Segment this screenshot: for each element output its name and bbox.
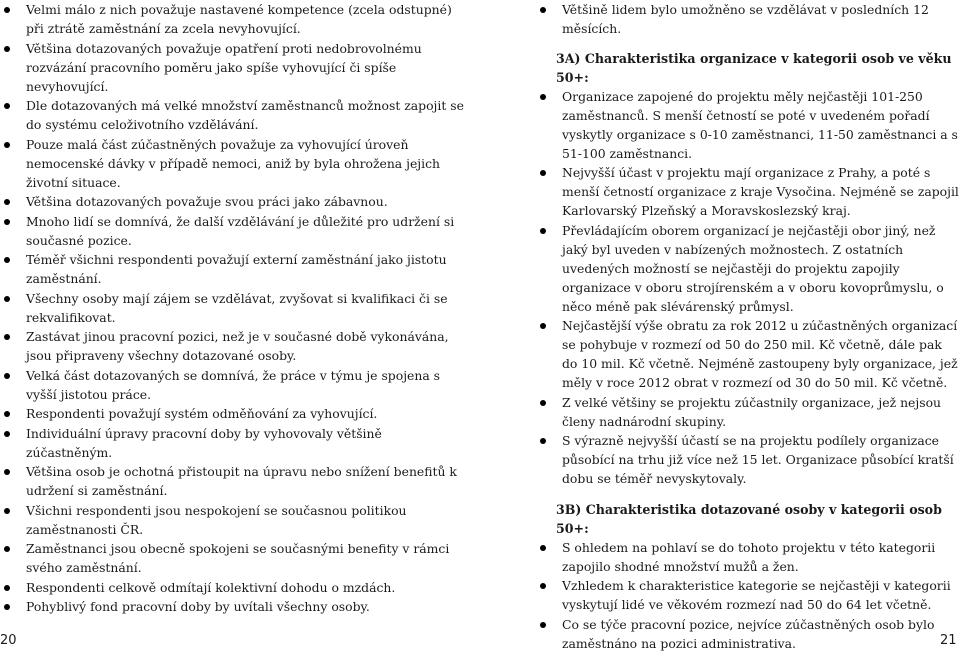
list-item: Co se týče pracovní pozice, nejvíce zúčastněných osob bylo zaměstnáno na pozici administrativa. — [536, 615, 960, 653]
list-item: Individuální úpravy pracovní doby by vyhovovaly většině zúčastněným. — [0, 424, 470, 462]
section-3a-heading: 3A) Charakteristika organizace v kategorii osob ve věku 50+: — [556, 50, 952, 85]
list-item: Organizace zapojené do projektu měly nejčastěji 101-250 zaměstnanců. S menší četností se poté v uvedeném pořadí vyskytly organizace s 0-10 zaměstnanci, 11-50 zaměstnanci a s 51-100 zaměstnanci. — [536, 87, 960, 163]
left-bullet-list — [0, 0, 470, 616]
list-item: Z velké většiny se projektu zúčastnily organizace, jež nejsou členy nadnárodní skupiny. — [536, 393, 960, 431]
left-page-column — [0, 0, 470, 617]
list-item: Nejčastější výše obratu za rok 2012 u zúčastněných organizací se pohybuje v rozmezí od 50 do 250 mil. Kč včetně, dále pak do 10 mil. Kč včetně. Nejméně zastoupeny byly organizace, jež měly v roce 2012 obrat v rozmezí od 30 do 50 mil. Kč včetně. — [536, 316, 960, 392]
page-number-right: 21 — [940, 633, 957, 648]
right-top-list — [536, 0, 960, 38]
list-item: Téměř všichni respondenti považují externí zaměstnání jako jistotu zaměstnání. — [0, 250, 470, 288]
list-item: Většina dotazovaných považuje svou práci jako zábavnou. — [0, 192, 470, 211]
list-item: S ohledem na pohlaví se do tohoto projektu v této kategorii zapojilo shodné množství mužů a žen. — [536, 538, 960, 576]
list-item: Všichni respondenti jsou nespokojení se současnou politikou zaměstnanosti ČR. — [0, 501, 470, 539]
list-item: Většině lidem bylo umožněno se vzdělávat v posledních 12 měsících. — [536, 0, 960, 38]
list-item: Velká část dotazovaných se domnívá, že práce v týmu je spojena s vyšší jistotou práce. — [0, 366, 470, 404]
section-3b-heading: 3B) Charakteristika dotazované osoby v kategorii osob 50+: — [556, 501, 942, 536]
list-item: Převládajícím oborem organizací je nejčastěji obor jiný, než jaký byl uveden v nabízených možnostech. Z ostatních uvedených možností se nejčastěji do projektu zapojily organizace v oboru strojírenském a v oboru kovoprůmyslu, o něco méně pak slévárenský průmysl. — [536, 221, 960, 316]
list-item: Většina dotazovaných považuje opatření proti nedobrovolnému rozvázání pracovního poměru jako spíše vyhovující či spíše nevyhovující. — [0, 39, 470, 96]
list-item: Většina osob je ochotná přistoupit na úpravu nebo snížení benefitů k udržení si zaměstnání. — [0, 462, 470, 500]
list-item: Pouze malá část zúčastněných považuje za vyhovující úroveň nemocenské dávky v případě nemoci, aniž by byla ohrožena jejich životní situace. — [0, 135, 470, 192]
list-item: Respondenti považují systém odměňování za vyhovující. — [0, 404, 470, 423]
section-3b-list — [536, 538, 960, 653]
list-item: Pohyblivý fond pracovní doby by uvítali všechny osoby. — [0, 597, 470, 616]
list-item: Zaměstnanci jsou obecně spokojeni se současnými benefity v rámci svého zaměstnání. — [0, 539, 470, 577]
list-item: Mnoho lidí se domnívá, že další vzdělávání je důležité pro udržení si současné pozice. — [0, 212, 470, 250]
list-item: Zastávat jinou pracovní pozici, než je v současné době vykonávána, jsou připraveny všechny dotazované osoby. — [0, 327, 470, 365]
list-item: Všechny osoby mají zájem se vzdělávat, zvyšovat si kvalifikaci či se rekvalifikovat. — [0, 289, 470, 327]
list-item: Vzhledem k charakteristice kategorie se nejčastěji v kategorii vyskytují lidé ve věkovém rozmezí nad 50 do 64 let včetně. — [536, 576, 960, 614]
section-3a-list — [536, 87, 960, 489]
list-item: Dle dotazovaných má velké množství zaměstnanců možnost zapojit se do systému celoživotního vzdělávání. — [0, 96, 470, 134]
list-item: Velmi málo z nich považuje nastavené kompetence (zcela odstupné) při ztrátě zaměstnání za zcela nevyhovující. — [0, 0, 470, 38]
list-item: Nejvyšší účast v projektu mají organizace z Prahy, a poté s menší četností organizace z kraje Vysočina. Nejméně se zapojil Karlovarský Plzeňský a Moravskoslezský kraj. — [536, 163, 960, 220]
list-item: S výrazně nejvyšší účastí se na projektu podílely organizace působící na trhu již více než 15 let. Organizace působící kratší dobu se téměř nevyskytovaly. — [536, 431, 960, 488]
page-number-left: 20 — [0, 633, 17, 648]
list-item: Respondenti celkově odmítají kolektivní dohodu o mzdách. — [0, 578, 470, 597]
right-page-column — [536, 0, 960, 653]
